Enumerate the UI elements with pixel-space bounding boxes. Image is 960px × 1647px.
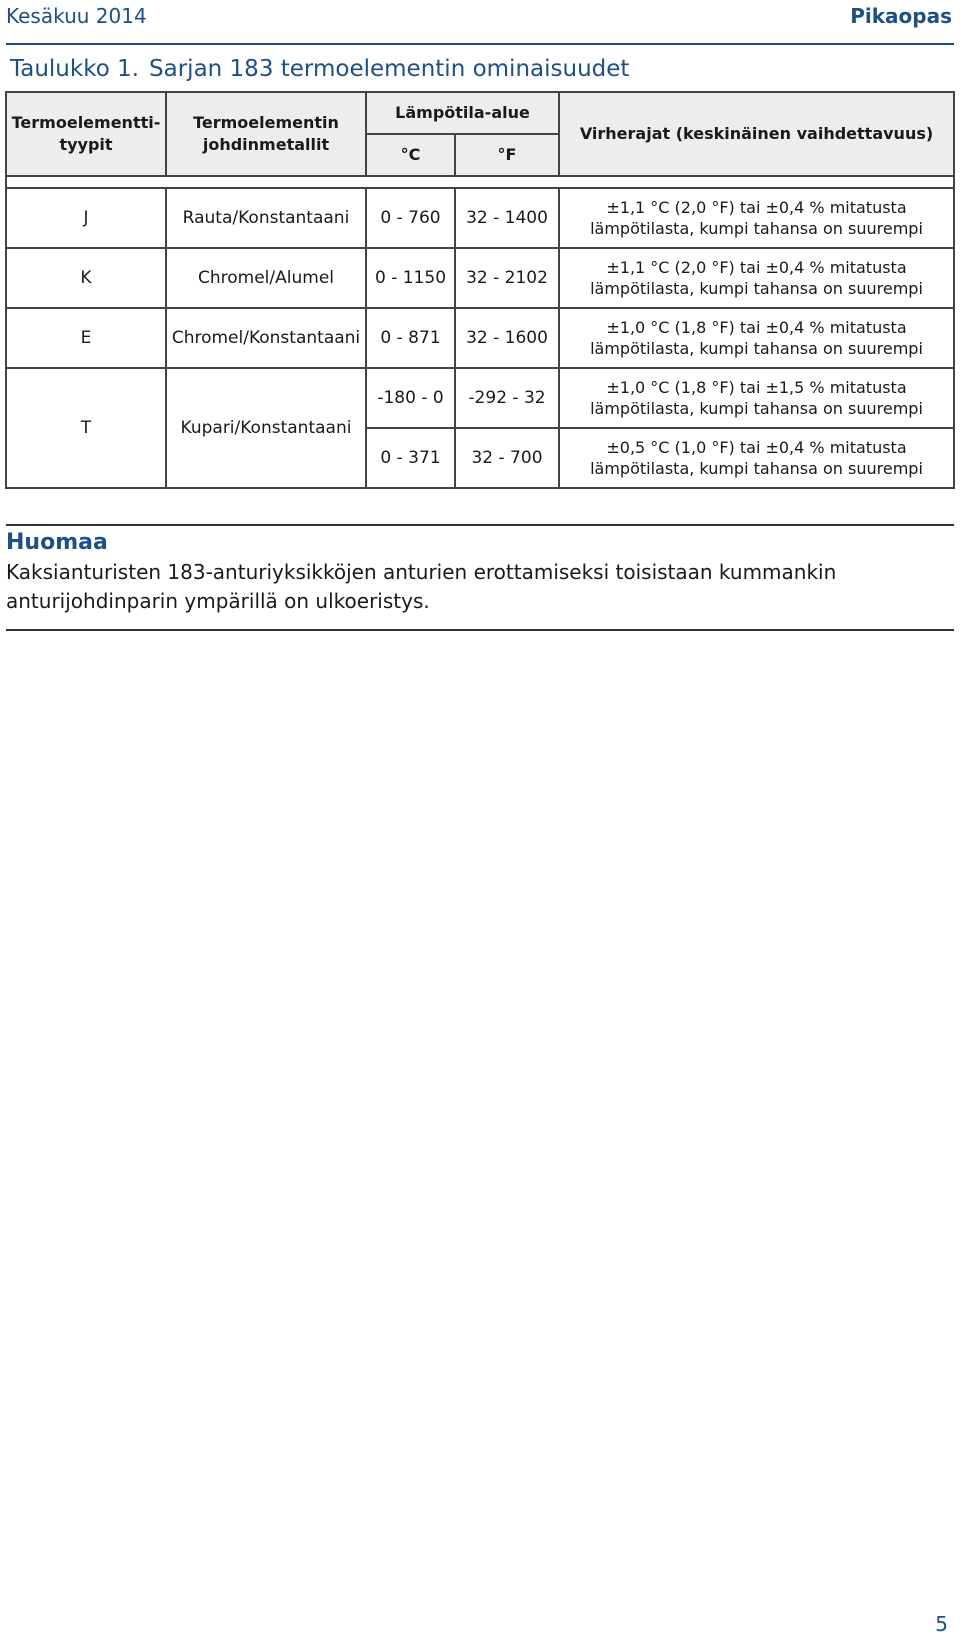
note-divider-top (6, 524, 954, 526)
header-divider (6, 43, 954, 45)
note-heading: Huomaa (6, 530, 108, 555)
table-row (6, 368, 954, 428)
table-caption (10, 56, 629, 82)
table-caption-text: Sarjan 183 termoelementin ominaisuudet (149, 56, 630, 82)
publication-date: Kesäkuu 2014 (6, 4, 147, 28)
cell-celsius: -180 - 0 (366, 368, 455, 428)
header-spacer (6, 176, 954, 188)
note-divider-bottom (6, 629, 954, 631)
cell-metals: Chromel/Konstantaani (166, 308, 366, 368)
cell-celsius: 0 - 760 (366, 188, 455, 248)
header-type: Termoelementti-tyypit (6, 92, 166, 176)
header-metals: Termoelementin johdinmetallit (166, 92, 366, 176)
cell-metals: Rauta/Konstantaani (166, 188, 366, 248)
note-text: Kaksianturisten 183-anturiyksikköjen anturien erottamiseksi toisistaan kummankin anturijohdinparin ympärillä on ulkoeristys. (6, 560, 837, 613)
cell-fahrenheit: 32 - 1600 (455, 308, 559, 368)
cell-celsius: 0 - 1150 (366, 248, 455, 308)
cell-fahrenheit: 32 - 2102 (455, 248, 559, 308)
table-row (6, 308, 954, 368)
cell-error-limit: ±1,1 °C (2,0 °F) tai ±0,4 % mitatusta lämpötilasta, kumpi tahansa on suurempi (559, 188, 954, 248)
table-caption-label: Taulukko 1. (10, 56, 140, 82)
cell-error-limit: ±0,5 °C (1,0 °F) tai ±0,4 % mitatusta lämpötilasta, kumpi tahansa on suurempi (559, 428, 954, 488)
cell-celsius: 0 - 371 (366, 428, 455, 488)
header-error-limits: Virherajat (keskinäinen vaihdettavuus) (559, 92, 954, 176)
cell-fahrenheit: 32 - 1400 (455, 188, 559, 248)
cell-type: J (6, 188, 166, 248)
cell-type: T (6, 368, 166, 488)
table-row (6, 248, 954, 308)
header-fahrenheit: °F (455, 134, 559, 176)
thermocouple-spec-table (5, 91, 955, 489)
header-celsius: °C (366, 134, 455, 176)
page-number: 5 (935, 1612, 948, 1636)
document-type: Pikaopas (850, 4, 952, 28)
cell-celsius: 0 - 871 (366, 308, 455, 368)
table-row (6, 188, 954, 248)
cell-error-limit: ±1,0 °C (1,8 °F) tai ±0,4 % mitatusta lämpötilasta, kumpi tahansa on suurempi (559, 308, 954, 368)
cell-type: E (6, 308, 166, 368)
cell-metals: Kupari/Konstantaani (166, 368, 366, 488)
cell-error-limit: ±1,1 °C (2,0 °F) tai ±0,4 % mitatusta lämpötilasta, kumpi tahansa on suurempi (559, 248, 954, 308)
cell-fahrenheit: -292 - 32 (455, 368, 559, 428)
cell-error-limit: ±1,0 °C (1,8 °F) tai ±1,5 % mitatusta lämpötilasta, kumpi tahansa on suurempi (559, 368, 954, 428)
cell-metals: Chromel/Alumel (166, 248, 366, 308)
cell-type: K (6, 248, 166, 308)
cell-fahrenheit: 32 - 700 (455, 428, 559, 488)
header-temp-range: Lämpötila-alue (366, 92, 559, 134)
